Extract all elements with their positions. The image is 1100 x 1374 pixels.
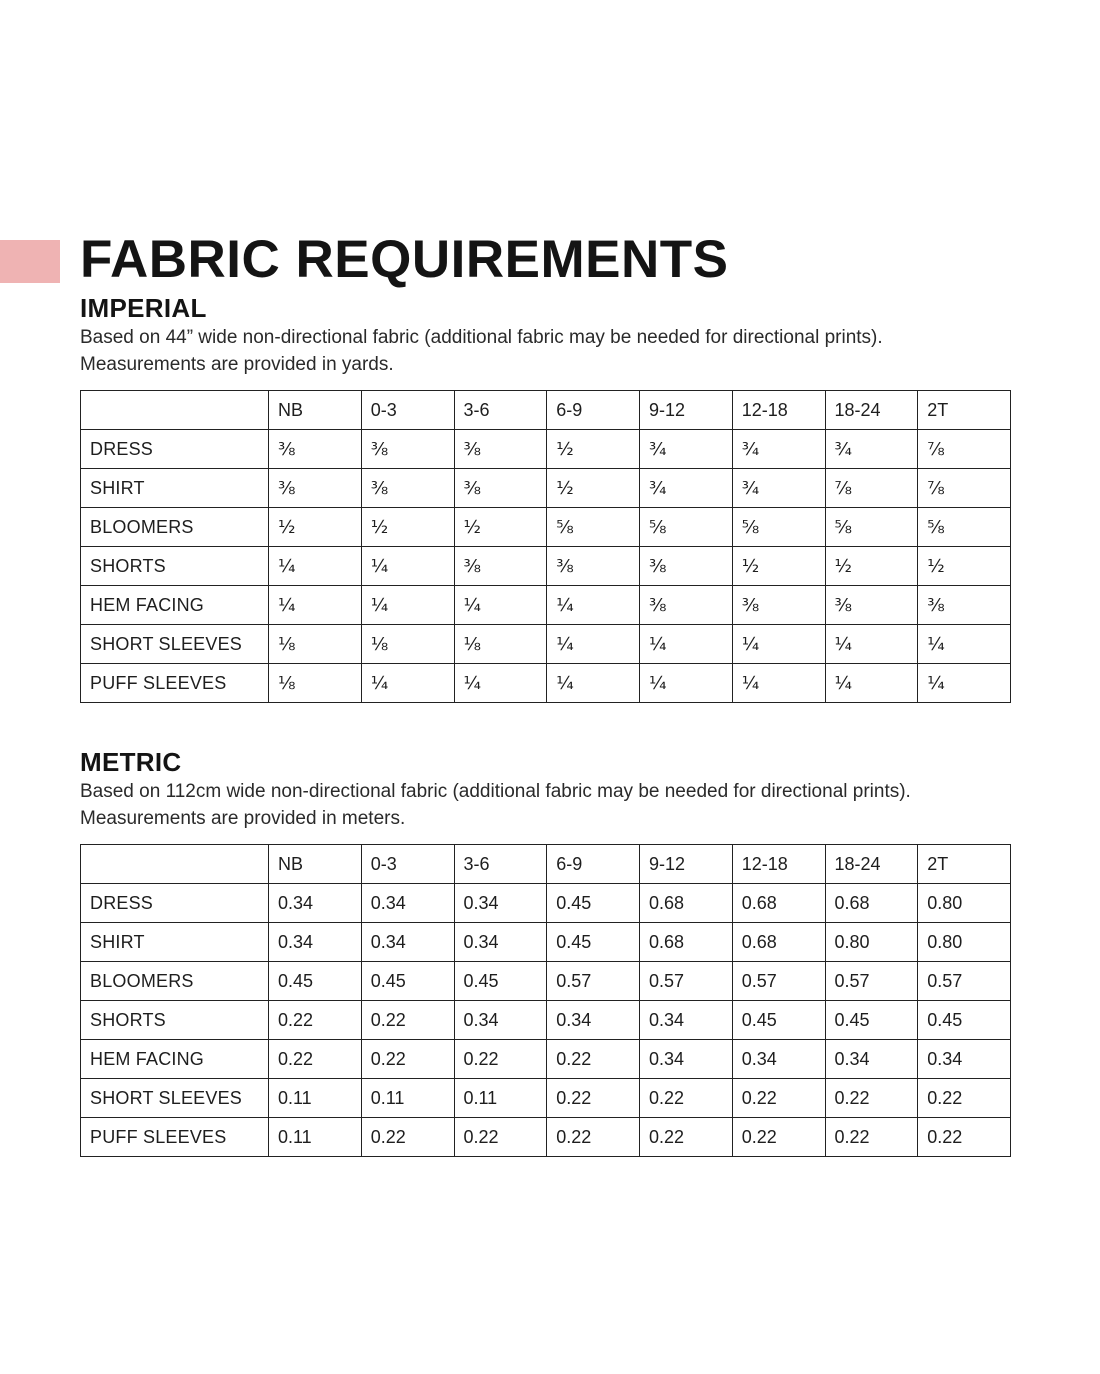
value-cell: ¼: [361, 547, 454, 586]
value-cell: 0.34: [361, 884, 454, 923]
value-cell: 0.34: [454, 923, 547, 962]
size-header-12-18: 12-18: [732, 845, 825, 884]
value-cell: ½: [547, 430, 640, 469]
value-cell: ⅜: [454, 430, 547, 469]
row-label: BLOOMERS: [81, 508, 269, 547]
size-header-18-24: 18-24: [825, 391, 918, 430]
metric-header-row: [81, 845, 1011, 884]
value-cell: ¼: [454, 586, 547, 625]
value-cell: ⅝: [640, 508, 733, 547]
row-label: DRESS: [81, 884, 269, 923]
value-cell: ¾: [640, 430, 733, 469]
value-cell: ⅜: [454, 547, 547, 586]
row-label: HEM FACING: [81, 586, 269, 625]
value-cell: 0.22: [361, 1040, 454, 1079]
value-cell: ¼: [269, 586, 362, 625]
size-header-12-18: 12-18: [732, 391, 825, 430]
table-row: [81, 664, 1011, 703]
metric-note-line-1: Based on 112cm wide non-directional fabric (additional fabric may be needed for directional prints).: [80, 781, 911, 802]
value-cell: 0.22: [547, 1040, 640, 1079]
value-cell: ⅜: [640, 586, 733, 625]
value-cell: ⅜: [361, 469, 454, 508]
value-cell: ½: [825, 547, 918, 586]
value-cell: 0.34: [918, 1040, 1011, 1079]
value-cell: 0.22: [640, 1079, 733, 1118]
value-cell: ⅛: [269, 664, 362, 703]
table-row: [81, 884, 1011, 923]
row-label: SHIRT: [81, 923, 269, 962]
table-row: [81, 586, 1011, 625]
size-header-2T: 2T: [918, 391, 1011, 430]
imperial-note-line-2: Measurements are provided in yards.: [80, 354, 394, 375]
value-cell: ⅜: [732, 586, 825, 625]
header-corner-cell: [81, 391, 269, 430]
row-label: SHORTS: [81, 547, 269, 586]
value-cell: 0.22: [732, 1118, 825, 1157]
size-header-18-24: 18-24: [825, 845, 918, 884]
value-cell: ⅝: [918, 508, 1011, 547]
value-cell: 0.11: [269, 1079, 362, 1118]
value-cell: ¼: [547, 625, 640, 664]
value-cell: ⅞: [825, 469, 918, 508]
value-cell: 0.22: [640, 1118, 733, 1157]
size-header-NB: NB: [269, 391, 362, 430]
value-cell: ⅜: [547, 547, 640, 586]
value-cell: 0.80: [918, 923, 1011, 962]
value-cell: 0.34: [454, 884, 547, 923]
value-cell: ¾: [825, 430, 918, 469]
accent-bar: [0, 240, 60, 283]
size-header-6-9: 6-9: [547, 845, 640, 884]
size-header-3-6: 3-6: [454, 391, 547, 430]
value-cell: ¼: [732, 664, 825, 703]
row-label: SHORT SLEEVES: [81, 625, 269, 664]
imperial-header-row: [81, 391, 1011, 430]
value-cell: 0.57: [640, 962, 733, 1001]
value-cell: 0.68: [640, 884, 733, 923]
value-cell: 0.57: [918, 962, 1011, 1001]
value-cell: 0.57: [547, 962, 640, 1001]
value-cell: ½: [732, 547, 825, 586]
imperial-heading: IMPERIAL: [80, 293, 207, 323]
value-cell: ⅞: [918, 469, 1011, 508]
value-cell: ⅛: [269, 625, 362, 664]
table-row: [81, 1040, 1011, 1079]
value-cell: 0.22: [918, 1079, 1011, 1118]
metric-heading: METRIC: [80, 747, 182, 777]
value-cell: ¾: [732, 430, 825, 469]
value-cell: 0.22: [825, 1079, 918, 1118]
value-cell: ¾: [640, 469, 733, 508]
value-cell: 0.45: [732, 1001, 825, 1040]
value-cell: ¼: [640, 664, 733, 703]
value-cell: ⅛: [361, 625, 454, 664]
value-cell: 0.22: [825, 1118, 918, 1157]
row-label: HEM FACING: [81, 1040, 269, 1079]
value-cell: ⅛: [454, 625, 547, 664]
value-cell: 0.68: [732, 884, 825, 923]
value-cell: ⅝: [547, 508, 640, 547]
value-cell: ⅜: [269, 469, 362, 508]
value-cell: 0.45: [269, 962, 362, 1001]
value-cell: 0.45: [547, 884, 640, 923]
value-cell: ¼: [361, 586, 454, 625]
table-row: [81, 469, 1011, 508]
value-cell: ¼: [918, 625, 1011, 664]
value-cell: 0.22: [547, 1118, 640, 1157]
value-cell: 0.11: [454, 1079, 547, 1118]
size-header-9-12: 9-12: [640, 845, 733, 884]
row-label: SHORT SLEEVES: [81, 1079, 269, 1118]
metric-section: [80, 746, 1080, 1157]
imperial-note-line-1: Based on 44” wide non-directional fabric (additional fabric may be needed for directional prints).: [80, 327, 883, 348]
value-cell: ½: [918, 547, 1011, 586]
value-cell: ¼: [918, 664, 1011, 703]
size-header-2T: 2T: [918, 845, 1011, 884]
value-cell: 0.22: [454, 1040, 547, 1079]
table-row: [81, 923, 1011, 962]
value-cell: ¼: [547, 664, 640, 703]
value-cell: ⅜: [269, 430, 362, 469]
value-cell: ⅜: [361, 430, 454, 469]
value-cell: 0.34: [825, 1040, 918, 1079]
value-cell: ½: [269, 508, 362, 547]
value-cell: ¼: [640, 625, 733, 664]
value-cell: 0.45: [918, 1001, 1011, 1040]
value-cell: 0.22: [454, 1118, 547, 1157]
value-cell: 0.22: [918, 1118, 1011, 1157]
imperial-table: [80, 390, 1011, 703]
value-cell: 0.11: [269, 1118, 362, 1157]
size-header-6-9: 6-9: [547, 391, 640, 430]
row-label: PUFF SLEEVES: [81, 664, 269, 703]
value-cell: ⅜: [918, 586, 1011, 625]
table-row: [81, 1118, 1011, 1157]
value-cell: 0.22: [269, 1040, 362, 1079]
value-cell: 0.45: [361, 962, 454, 1001]
value-cell: 0.45: [825, 1001, 918, 1040]
value-cell: ¾: [732, 469, 825, 508]
size-header-9-12: 9-12: [640, 391, 733, 430]
value-cell: ¼: [825, 664, 918, 703]
value-cell: 0.34: [269, 884, 362, 923]
value-cell: 0.45: [454, 962, 547, 1001]
value-cell: ⅝: [825, 508, 918, 547]
value-cell: ⅜: [640, 547, 733, 586]
size-header-NB: NB: [269, 845, 362, 884]
value-cell: ¼: [547, 586, 640, 625]
value-cell: ⅜: [825, 586, 918, 625]
value-cell: 0.34: [361, 923, 454, 962]
metric-table: [80, 844, 1011, 1157]
value-cell: 0.22: [269, 1001, 362, 1040]
row-label: BLOOMERS: [81, 962, 269, 1001]
value-cell: 0.57: [825, 962, 918, 1001]
value-cell: ¼: [269, 547, 362, 586]
value-cell: 0.57: [732, 962, 825, 1001]
value-cell: 0.34: [732, 1040, 825, 1079]
value-cell: ½: [454, 508, 547, 547]
page-title: FABRIC REQUIREMENTS: [80, 230, 729, 289]
row-label: DRESS: [81, 430, 269, 469]
size-header-0-3: 0-3: [361, 845, 454, 884]
value-cell: 0.22: [361, 1118, 454, 1157]
size-header-0-3: 0-3: [361, 391, 454, 430]
value-cell: ¼: [361, 664, 454, 703]
metric-note-line-2: Measurements are provided in meters.: [80, 808, 406, 829]
value-cell: 0.68: [640, 923, 733, 962]
header-corner-cell: [81, 845, 269, 884]
value-cell: 0.68: [732, 923, 825, 962]
value-cell: ⅝: [732, 508, 825, 547]
value-cell: 0.80: [825, 923, 918, 962]
table-row: [81, 547, 1011, 586]
value-cell: ⅜: [454, 469, 547, 508]
value-cell: 0.34: [547, 1001, 640, 1040]
value-cell: 0.68: [825, 884, 918, 923]
value-cell: 0.45: [547, 923, 640, 962]
value-cell: 0.34: [640, 1040, 733, 1079]
imperial-section: [80, 292, 1080, 703]
table-row: [81, 508, 1011, 547]
row-label: SHIRT: [81, 469, 269, 508]
value-cell: ½: [361, 508, 454, 547]
value-cell: 0.34: [640, 1001, 733, 1040]
value-cell: 0.22: [547, 1079, 640, 1118]
table-row: [81, 430, 1011, 469]
value-cell: 0.80: [918, 884, 1011, 923]
value-cell: 0.22: [361, 1001, 454, 1040]
value-cell: 0.34: [269, 923, 362, 962]
value-cell: ¼: [732, 625, 825, 664]
table-row: [81, 962, 1011, 1001]
table-row: [81, 625, 1011, 664]
row-label: SHORTS: [81, 1001, 269, 1040]
value-cell: ½: [547, 469, 640, 508]
row-label: PUFF SLEEVES: [81, 1118, 269, 1157]
value-cell: 0.22: [732, 1079, 825, 1118]
value-cell: ⅞: [918, 430, 1011, 469]
value-cell: ¼: [825, 625, 918, 664]
value-cell: ¼: [454, 664, 547, 703]
table-row: [81, 1079, 1011, 1118]
value-cell: 0.11: [361, 1079, 454, 1118]
value-cell: 0.34: [454, 1001, 547, 1040]
table-row: [81, 1001, 1011, 1040]
size-header-3-6: 3-6: [454, 845, 547, 884]
